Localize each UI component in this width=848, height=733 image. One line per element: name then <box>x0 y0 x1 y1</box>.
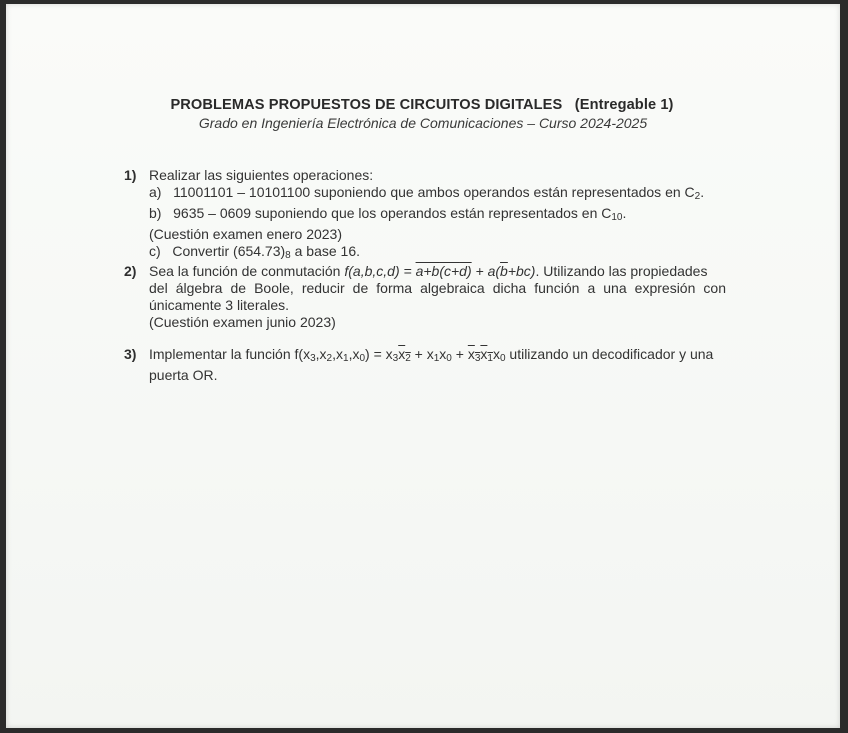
problem-lead: Sea la función de conmutación <box>149 263 345 279</box>
item-text-post: a base 16. <box>290 243 361 259</box>
problem-number: 3) <box>124 346 137 362</box>
page-title: PROBLEMAS PROPUESTOS DE CIRCUITOS DIGITALES (Entregable 1) <box>170 97 674 113</box>
document-header <box>0 97 848 131</box>
item-c <box>149 243 726 264</box>
item-label: a) <box>149 184 162 200</box>
item-tail: . <box>622 205 627 221</box>
problem-line-1 <box>149 346 726 367</box>
function-formula: f(x3,x2,x1,x0) = x3x2 + x1x0 + x3x1x0 <box>294 346 506 364</box>
problem-line-3: únicamente 3 literales. <box>149 297 290 313</box>
problem-number: 2) <box>124 263 137 279</box>
formula-term-1: a+b(c+d) <box>415 263 472 279</box>
item-b <box>149 205 726 226</box>
exam-note: (Cuestión examen junio 2023) <box>149 314 336 330</box>
item-subscript: 10 <box>611 212 623 223</box>
item-subscript: 2 <box>694 191 701 202</box>
item-a <box>149 184 726 205</box>
problem-line-2: del álgebra de Boole, reducir de forma algebraica dicha función a una expresión con <box>149 280 726 296</box>
problem-body <box>149 263 726 331</box>
problem-number: 1) <box>124 167 137 183</box>
exam-note: (Cuestión examen enero 2023) <box>149 226 343 242</box>
item-subscript: 8 <box>285 250 291 261</box>
item-tail: . <box>700 184 705 200</box>
item-label: c) <box>149 243 161 259</box>
page-subtitle: Grado en Ingeniería Electrónica de Comunicaciones – Curso 2024-2025 <box>198 115 648 131</box>
problem-body <box>149 167 726 264</box>
formula-lhs: f(a,b,c,d) = <box>344 263 416 279</box>
boolean-formula: $f(a,b,c,d) = a+b(c+d) + a(\overline{b}+bc)$ <box>344 263 536 279</box>
problem-intro: Realizar las siguientes operaciones: <box>149 167 374 183</box>
problem-line-1 <box>149 263 726 280</box>
item-label: b) <box>149 205 162 221</box>
item-text: Convertir (654.73) <box>172 243 286 259</box>
problem-trail: . Utilizando las propiedades <box>535 263 708 279</box>
problem-lead: Implementar la función <box>149 346 295 362</box>
problem-body <box>149 346 726 384</box>
problem-line-2: puerta OR. <box>149 367 218 383</box>
item-text: 11001101 – 10101100 suponiendo que ambos operandos están representados en C <box>173 184 695 200</box>
problem-trail: utilizando un decodificador y una <box>505 346 714 362</box>
item-text: 9635 – 0609 suponiendo que los operandos están representados en C <box>173 205 612 221</box>
